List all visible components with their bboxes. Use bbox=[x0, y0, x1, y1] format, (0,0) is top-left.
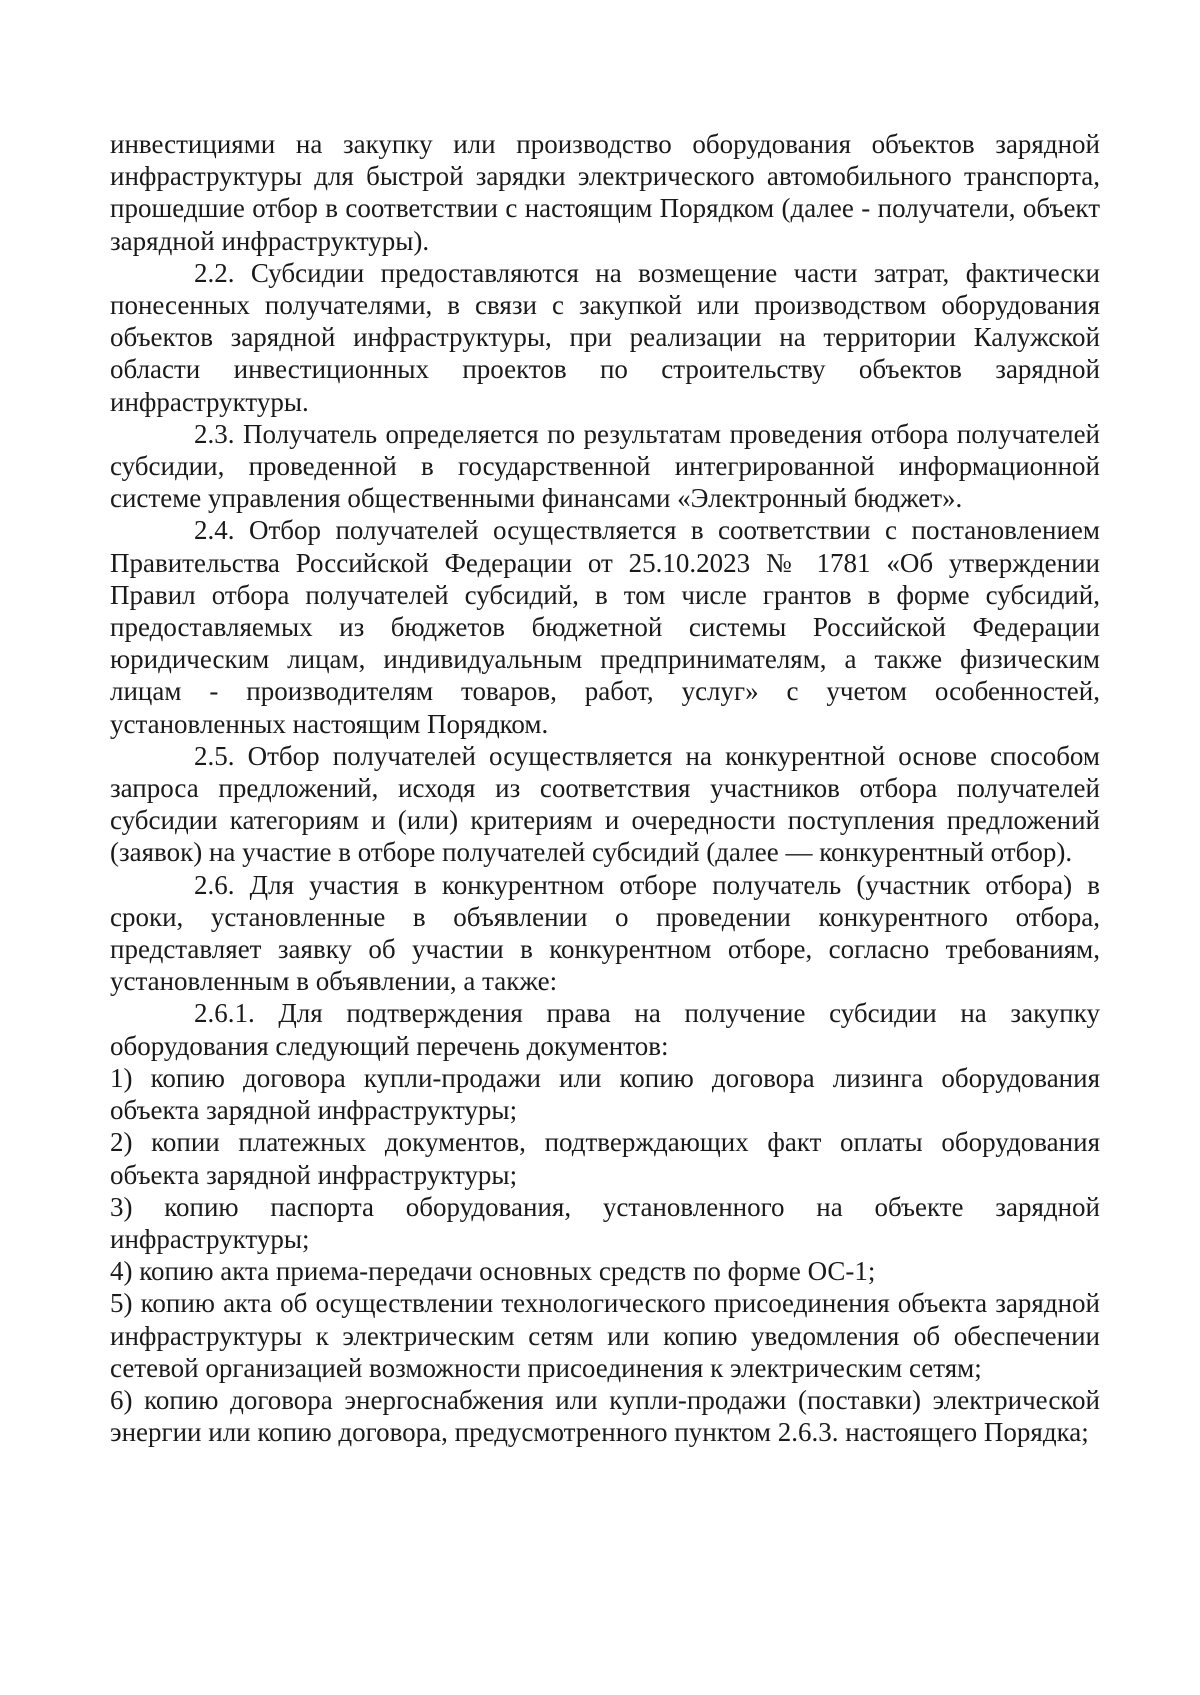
list-item-1: 1) копию договора купли-продажи или копию договора лизинга оборудования объекта зарядной инфраструктуры; bbox=[110, 1062, 1100, 1126]
list-item-3: 3) копию паспорта оборудования, установленного на объекте зарядной инфраструктуры; bbox=[110, 1191, 1100, 1254]
list-item-5: 5) копию акта об осуществлении технологического присоединения объекта зарядной инфраструктуры к электрическим сетям или копию уведомления об обеспечении сетевой организацией возможности присоединения к электрическим сетям; bbox=[110, 1288, 1100, 1383]
paragraph-2-5: 2.5. Отбор получателей осуществляется на конкурентной основе способом запроса предложений, исходя из соответствия участников отбора получателей субсидии категориям и (или) критериям и очередности поступления предложений (заявок) на участие в отборе получателей субсидий (далее — конкурентный отбор). bbox=[110, 740, 1100, 868]
paragraph-2-6-1: 2.6.1. Для подтверждения права на получение субсидии на закупку оборудования следующий перечень документов: bbox=[110, 998, 1100, 1061]
paragraph-2-4: 2.4. Отбор получателей осуществляется в соответствии с постановлением Правительства Российской Федерации от 25.10.2023 № 1781 «Об утверждении Правил отбора получателей субсидий, в том числе грантов в форме субсидий, предоставляемых из бюджетов бюджетной системы Российской Федерации юридическим лицам, индивидуальным предпринимателям, а также физическим лицам - производителям товаров, работ, услуг» с учетом особенностей, установленных настоящим Порядком. bbox=[110, 515, 1100, 739]
paragraph-2-2: 2.2. Субсидии предоставляются на возмещение части затрат, фактически понесенных получателями, в связи с закупкой или производством оборудования объектов зарядной инфраструктуры, при реализации на территории Калужской области инвестиционных проектов по строительству объектов зарядной инфраструктуры. bbox=[110, 257, 1100, 417]
paragraph-2-6: 2.6. Для участия в конкурентном отборе получатель (участник отбора) в сроки, установленные в объявлении о проведении конкурентного отбора, представляет заявку об участии в конкурентном отборе, согласно требованиям, установленным в объявлении, а также: bbox=[110, 869, 1100, 997]
list-item-4: 4) копию акта приема-передачи основных средств по форме ОС-1; bbox=[110, 1256, 876, 1287]
list-item-6: 6) копию договора энергоснабжения или купли-продажи (поставки) электрической энергии или копию договора, предусмотренного пунктом 2.6.3. настоящего Порядка; bbox=[110, 1384, 1100, 1448]
paragraph-2-3: 2.3. Получатель определяется по результатам проведения отбора получателей субсидии, проведенной в государственной интегрированной информационной системе управления общественными финансами «Электронный бюджет». bbox=[110, 418, 1100, 514]
document-body bbox=[110, 128, 1100, 1448]
paragraph-intro: инвестициями на закупку или производство оборудования объектов зарядной инфраструктуры для быстрой зарядки электрического автомобильного транспорта, прошедшие отбор в соответствии с настоящим Порядком (далее - получатели, объект зарядной инфраструктуры). bbox=[110, 129, 1100, 256]
list-item-2: 2) копии платежных документов, подтверждающих факт оплаты оборудования объекта зарядной инфраструктуры; bbox=[110, 1127, 1100, 1190]
